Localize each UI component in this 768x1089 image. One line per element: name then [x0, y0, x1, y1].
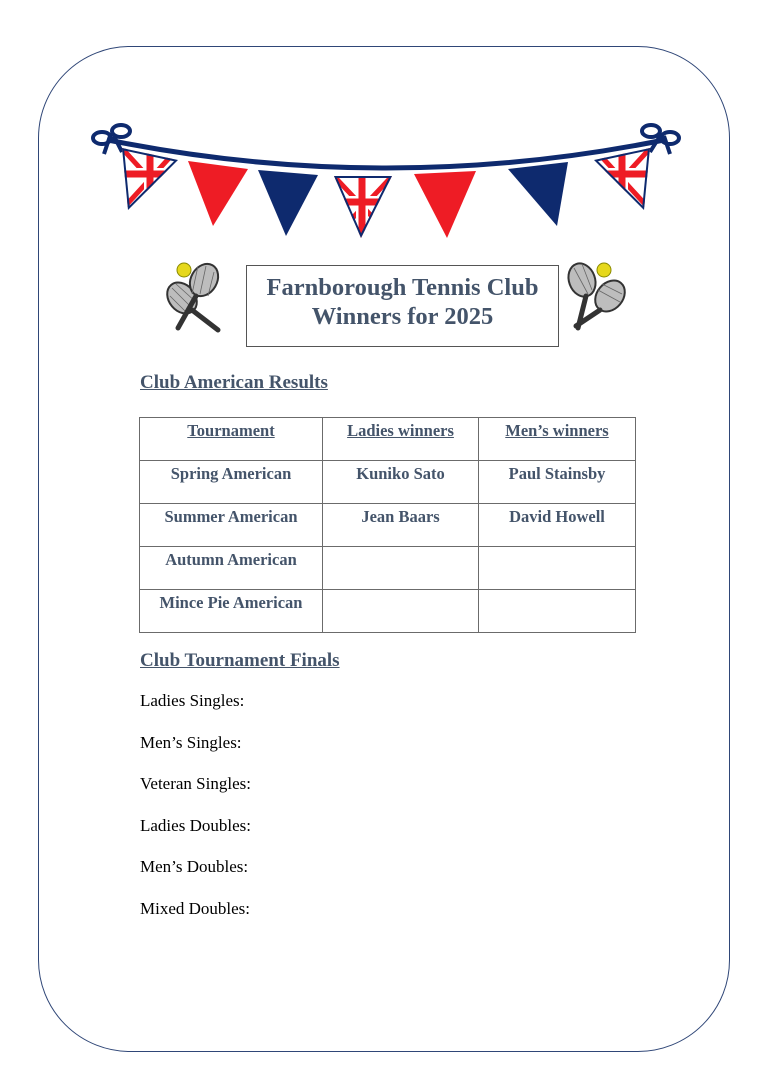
tennis-rackets-icon [562, 256, 638, 334]
page-title [246, 265, 559, 347]
table-header-row [140, 418, 636, 461]
tournament-cell: Spring American [140, 461, 323, 504]
ladies-winner-cell [323, 547, 479, 590]
table-row [140, 504, 636, 547]
ladies-winner-cell: Kuniko Sato [323, 461, 479, 504]
mens-winner-cell: David Howell [479, 504, 636, 547]
tennis-rackets-icon [160, 256, 236, 334]
ladies-winner-cell: Jean Baars [323, 504, 479, 547]
blue-pennant [258, 170, 318, 236]
table-row [140, 547, 636, 590]
american-results-heading: Club American Results [140, 372, 328, 393]
tournament-cell: Autumn American [140, 547, 323, 590]
final-event-mens-doubles: Men’s Doubles: [140, 857, 249, 876]
mens-winner-cell [479, 547, 636, 590]
tournament-cell: Summer American [140, 504, 323, 547]
final-event-ladies-doubles: Ladies Doubles: [140, 816, 251, 835]
red-pennant [188, 161, 248, 226]
title-line-2: Winners for 2025 [311, 303, 494, 330]
column-header: Men’s winners [479, 418, 636, 461]
final-event-veteran-singles: Veteran Singles: [140, 774, 251, 793]
mens-winner-cell: Paul Stainsby [479, 461, 636, 504]
title-line-1: Farnborough Tennis Club [266, 274, 539, 301]
red-pennant [414, 171, 476, 238]
tournament-finals-heading: Club Tournament Finals [140, 650, 340, 671]
ladies-winner-cell [323, 590, 479, 633]
blue-pennant [508, 162, 568, 226]
tournament-cell: Mince Pie American [140, 590, 323, 633]
bunting-banner [90, 118, 682, 246]
union-flag-pennant-left [118, 144, 182, 214]
american-results-table [139, 417, 636, 633]
final-event-ladies-singles: Ladies Singles: [140, 691, 245, 710]
column-header: Tournament [140, 418, 323, 461]
union-flag-pennant-right [590, 144, 654, 214]
table-row [140, 461, 636, 504]
column-header: Ladies winners [323, 418, 479, 461]
union-flag-pennant-center [330, 172, 396, 242]
table-row [140, 590, 636, 633]
final-event-mixed-doubles: Mixed Doubles: [140, 899, 251, 918]
mens-winner-cell [479, 590, 636, 633]
final-event-mens-singles: Men’s Singles: [140, 733, 242, 752]
